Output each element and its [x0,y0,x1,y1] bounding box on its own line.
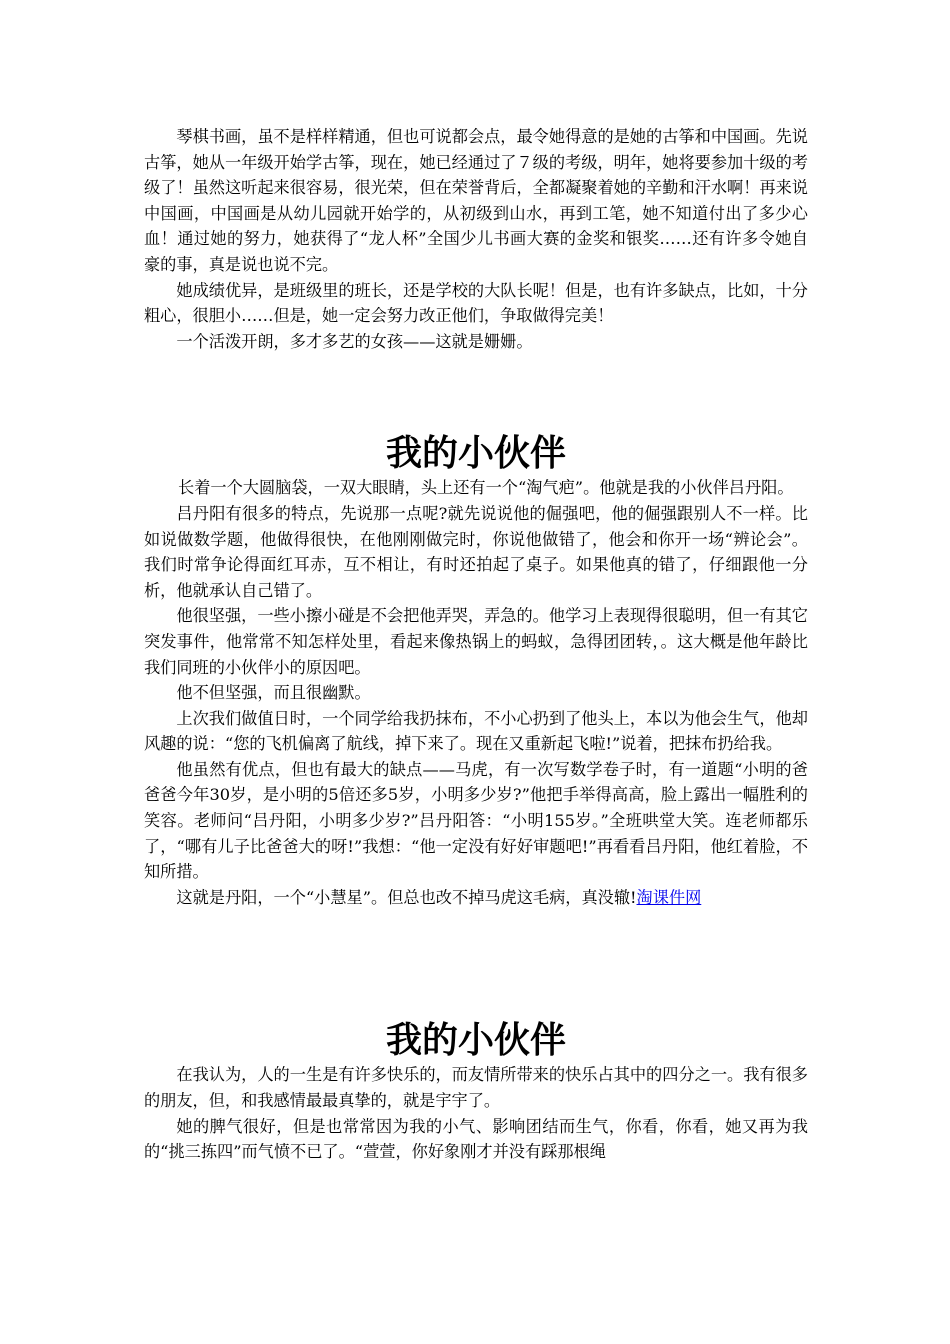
paragraph: 长着一个大圆脑袋，一双大眼睛，头上还有一个“淘气疤”。他就是我的小伙伴吕丹阳。 [178,478,794,498]
section-yuyu [144,1019,808,1164]
paragraph: 他不但坚强，而且很幽默。 [176,683,371,703]
essay-title: 我的小伙伴 [385,432,566,475]
paragraph: 他虽然有优点，但也有最大的缺点——马虎，有一次写数学卷子时，有一道题“小明的爸爸爸今年30岁，是小明的5倍还多5岁，小明多少岁?”他把手举得高高，脸上露出一幅胜利的笑容。老师问“吕丹阳，小明多少岁?”吕丹阳答：“小明155岁。”全班哄堂大笑。连老师都乐了，“哪有儿子比爸爸大的呀!”我想：“他一定没有好好审题吧!”再看看吕丹阳，他红着脸，不知所措。 [144,759,808,882]
paragraph: 在我认为，人的一生是有许多快乐的，而友情所带来的快乐占其中的四分之一。我有很多的朋友，但，和我感情最最真挚的，就是宇宇了。 [144,1065,808,1111]
paragraph-closing [144,885,808,911]
document-page [144,124,808,1165]
paragraph: 吕丹阳有很多的特点，先说那一点呢?就先说说他的倔强吧，他的倔强跟别人不一样。比如说做数学题，他做得很快，在他刚刚做完时，你说他做错了，他会和你开一场“辨论会”。我们时常争论得面红耳赤，互不相让，有时还拍起了桌子。如果他真的错了，仔细跟他一分析，他就承认自己错了。 [144,503,808,600]
paragraph: 琴棋书画，虽不是样样精通，但也可说都会点，最令她得意的是她的古筝和中国画。先说古筝，她从一年级开始学古筝，现在，她已经通过了７级的考级，明年，她将要参加十级的考级了！虽然这听起来很容易，很光荣，但在荣誉背后，全都凝聚着她的辛勤和汗水啊！再来说中国画，中国画是从幼儿园就开始学的，从初级到山水，再到工笔，她不知道付出了多少心血！通过她的努力，她获得了“龙人杯”全国少儿书画大赛的金奖和银奖……还有许多令她自豪的事，真是说也说不完。 [144,127,808,274]
paragraph: 一个活泼开朗，多才多艺的女孩——这就是姗姗。 [176,331,533,351]
closing-text: 这就是丹阳，一个“小慧星”。但总也改不掉马虎这毛病，真没辙! [176,887,637,907]
paragraph: 她成绩优异，是班级里的班长，还是学校的大队长呢！但是，也有许多缺点，比如，十分粗心，很胆小……但是，她一定会努力改正他们，争取做得完美！ [144,280,808,326]
paragraph: 上次我们做值日时，一个同学给我扔抹布，不小心扔到了他头上，本以为他会生气，他却风趣的说：“您的飞机偏离了航线，掉下来了。现在又重新起飞啦!”说着，把抹布扔给我。 [144,708,808,754]
section-shanshan [144,124,808,354]
source-link[interactable]: 淘课件网 [636,887,702,907]
paragraph: 他很坚强，一些小擦小碰是不会把他弄哭，弄急的。他学习上表现得很聪明，但一有其它突发事件，他常常不知怎样处里，看起来像热锅上的蚂蚁，急得团团转，。这大概是他年龄比我们同班的小伙伴小的原因吧。 [144,606,808,677]
essay-title: 我的小伙伴 [385,1019,566,1062]
section-lv-danyang [144,432,808,910]
paragraph: 她的脾气很好，但是也常常因为我的小气、影响团结而生气，你看，你看，她又再为我的“挑三拣四”而气愤不已了。“萱萱，你好象刚才并没有踩那根绳 [144,1116,808,1162]
